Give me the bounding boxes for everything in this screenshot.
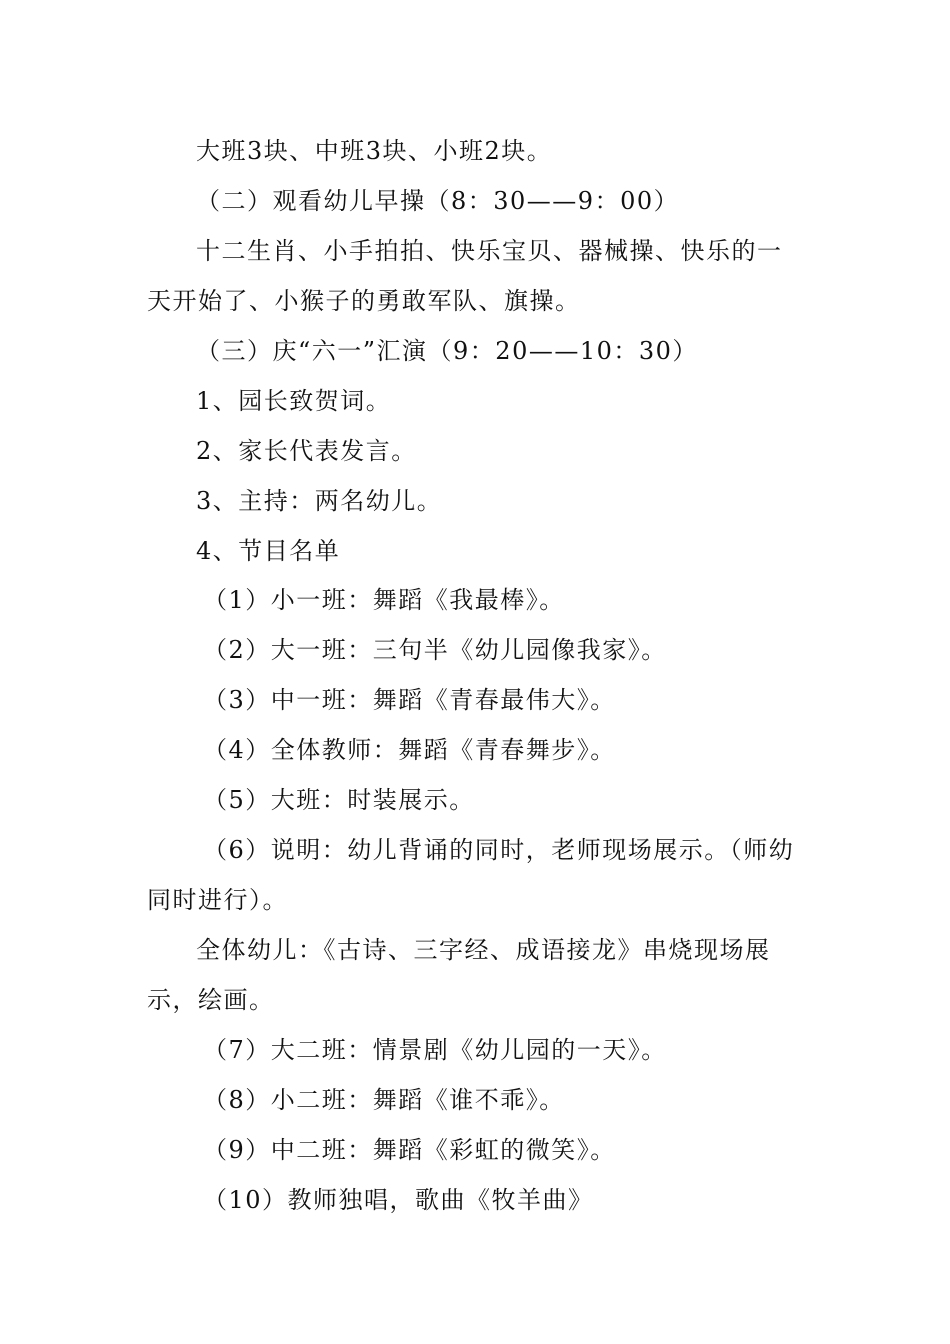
program-item: （1）小一班：舞蹈《我最棒》。 (203, 586, 565, 614)
section-heading: （二）观看幼儿早操（8：30——9：00） (196, 187, 680, 215)
text-line: 全体幼儿：《古诗、三字经、成语接龙》串烧现场展 (196, 936, 771, 964)
program-item: （2）大一班：三句半《幼儿园像我家》。 (203, 636, 667, 664)
text-line: 天开始了、小猴子的勇敢军队、旗操。 (147, 287, 581, 315)
program-item: （6）说明：幼儿背诵的同时，老师现场展示。（师幼 (203, 836, 795, 864)
list-item: 3、主持：两名幼儿。 (196, 487, 443, 515)
list-item: 1、园长致贺词。 (196, 387, 392, 415)
program-item: （3）中一班：舞蹈《青春最伟大》。 (203, 686, 616, 714)
text-line: 示，绘画。 (147, 986, 275, 1014)
program-item: （8）小二班：舞蹈《谁不乖》。 (203, 1086, 565, 1114)
program-item: （7）大二班：情景剧《幼儿园的一天》。 (203, 1036, 667, 1064)
list-item: 2、家长代表发言。 (196, 437, 417, 465)
program-item: （9）中二班：舞蹈《彩虹的微笑》。 (203, 1136, 616, 1164)
text-line: 大班3块、中班3块、小班2块。 (196, 137, 553, 165)
text-line: 十二生肖、小手拍拍、快乐宝贝、器械操、快乐的一 (196, 237, 783, 265)
text-line: 同时进行）。 (147, 886, 288, 914)
section-heading: （三）庆“六一”汇演（9：20——10：30） (196, 337, 698, 365)
list-item: 4、节目名单 (196, 537, 341, 565)
program-item: （4）全体教师：舞蹈《青春舞步》。 (203, 736, 616, 764)
program-item: （5）大班：时装展示。 (203, 786, 475, 814)
program-item: （10）教师独唱，歌曲《牧羊曲》 (203, 1186, 594, 1214)
